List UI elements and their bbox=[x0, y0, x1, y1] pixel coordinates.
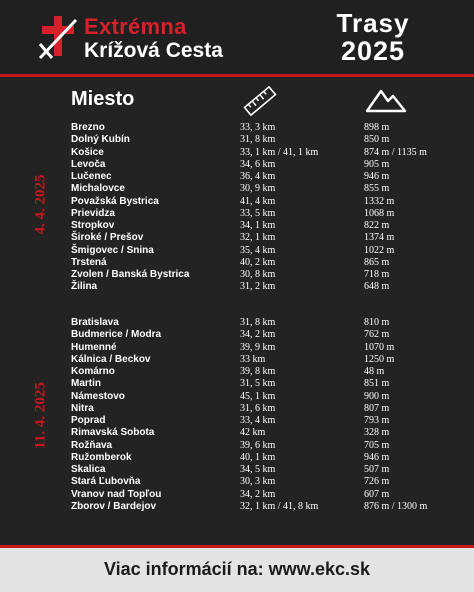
route-distance: 31, 6 km bbox=[240, 402, 276, 414]
route-elevation: 507 m bbox=[364, 464, 390, 475]
route-place: Budmerice / Modra bbox=[71, 329, 162, 341]
route-row bbox=[0, 391, 474, 403]
page-title: Trasy bbox=[336, 8, 410, 38]
brand-name-line1: Extrémna bbox=[84, 14, 187, 39]
route-row bbox=[0, 403, 474, 415]
route-row bbox=[0, 464, 474, 476]
date-label-second: 11. 4. 2025 bbox=[32, 382, 49, 449]
route-elevation: 900 m bbox=[364, 390, 390, 402]
route-row bbox=[0, 208, 474, 220]
route-elevation: 1374 m bbox=[364, 232, 395, 244]
route-distance: 36, 4 km bbox=[240, 171, 276, 182]
route-elevation: 874 m / 1135 m bbox=[364, 146, 427, 158]
route-distance: 40, 2 km bbox=[240, 256, 276, 268]
route-elevation: 705 m bbox=[364, 439, 390, 451]
route-elevation: 48 m bbox=[364, 366, 385, 377]
route-distance: 34, 6 km bbox=[240, 158, 276, 170]
route-place: Martin bbox=[71, 378, 101, 390]
route-place: Nitra bbox=[71, 402, 94, 414]
cross-logo-icon bbox=[38, 14, 78, 60]
route-row bbox=[0, 232, 474, 244]
route-elevation: 726 m bbox=[364, 476, 390, 488]
route-distance: 39, 6 km bbox=[240, 439, 276, 451]
route-place: Michalovce bbox=[71, 183, 125, 195]
route-distance: 34, 2 km bbox=[240, 488, 276, 500]
route-distance: 32, 1 km / 41, 8 km bbox=[240, 500, 319, 512]
route-distance: 30, 3 km bbox=[240, 476, 276, 488]
route-place: Poprad bbox=[71, 415, 106, 426]
route-row bbox=[0, 329, 474, 341]
route-elevation: 850 m bbox=[364, 134, 390, 146]
ruler-icon bbox=[243, 86, 277, 116]
route-place: Levoča bbox=[71, 158, 106, 170]
route-distance: 33 km bbox=[240, 353, 266, 365]
route-elevation: 807 m bbox=[364, 402, 390, 414]
mountain-icon bbox=[365, 87, 407, 113]
route-distance: 33, 4 km bbox=[240, 415, 276, 426]
route-distance: 39, 9 km bbox=[240, 341, 276, 353]
route-row bbox=[0, 378, 474, 390]
route-row bbox=[0, 122, 474, 134]
route-elevation: 1068 m bbox=[364, 207, 395, 219]
route-elevation: 946 m bbox=[364, 451, 390, 463]
route-row bbox=[0, 489, 474, 501]
route-row bbox=[0, 171, 474, 183]
route-row bbox=[0, 440, 474, 452]
route-row bbox=[0, 366, 474, 378]
route-place: Stará Ľubovňa bbox=[71, 476, 141, 488]
route-row bbox=[0, 501, 474, 513]
route-place: Zvolen / Banská Bystrica bbox=[71, 269, 190, 280]
route-elevation: 865 m bbox=[364, 256, 390, 268]
route-distance: 33, 5 km bbox=[240, 207, 276, 219]
route-distance: 31, 8 km bbox=[240, 317, 276, 328]
route-row bbox=[0, 245, 474, 257]
route-row bbox=[0, 342, 474, 354]
route-place: Brezno bbox=[71, 122, 105, 133]
route-distance: 31, 5 km bbox=[240, 378, 276, 390]
route-place: Kálnica / Beckov bbox=[71, 353, 151, 365]
route-distance: 35, 4 km bbox=[240, 244, 276, 256]
route-place: Komárno bbox=[71, 366, 115, 377]
route-place: Prievidza bbox=[71, 207, 115, 219]
route-row bbox=[0, 317, 474, 329]
route-elevation: 898 m bbox=[364, 122, 390, 133]
route-elevation: 762 m bbox=[364, 329, 390, 341]
route-row bbox=[0, 220, 474, 232]
route-place: Lučenec bbox=[71, 171, 112, 182]
route-distance: 34, 2 km bbox=[240, 329, 276, 341]
route-row bbox=[0, 452, 474, 464]
route-distance: 42 km bbox=[240, 427, 266, 439]
route-row bbox=[0, 281, 474, 293]
route-row bbox=[0, 476, 474, 488]
route-distance: 45, 1 km bbox=[240, 390, 276, 402]
route-distance: 41, 4 km bbox=[240, 195, 276, 207]
route-row bbox=[0, 354, 474, 366]
route-place: Trstená bbox=[71, 256, 107, 268]
route-place: Košice bbox=[71, 146, 104, 158]
header-bar bbox=[0, 0, 474, 74]
route-row bbox=[0, 269, 474, 281]
route-place: Stropkov bbox=[71, 220, 115, 231]
route-distance: 30, 8 km bbox=[240, 269, 276, 280]
route-elevation: 876 m / 1300 m bbox=[364, 500, 428, 512]
route-elevation: 822 m bbox=[364, 220, 390, 231]
route-place: Humenné bbox=[71, 341, 117, 353]
route-group-second bbox=[0, 317, 474, 513]
brand-name-line2: Krížová Cesta bbox=[84, 39, 223, 62]
route-elevation: 328 m bbox=[364, 427, 390, 439]
route-elevation: 810 m bbox=[364, 317, 390, 328]
route-row bbox=[0, 415, 474, 427]
route-elevation: 1250 m bbox=[364, 353, 395, 365]
route-elevation: 905 m bbox=[364, 158, 390, 170]
route-elevation: 718 m bbox=[364, 269, 390, 280]
route-place: Skalica bbox=[71, 464, 106, 475]
route-elevation: 1070 m bbox=[364, 341, 395, 353]
route-row bbox=[0, 134, 474, 146]
route-place: Bratislava bbox=[71, 317, 119, 328]
route-elevation: 1332 m bbox=[364, 195, 395, 207]
route-elevation: 946 m bbox=[364, 171, 390, 182]
route-elevation: 607 m bbox=[364, 488, 390, 500]
route-place: Ružomberok bbox=[71, 451, 132, 463]
route-elevation: 855 m bbox=[364, 183, 390, 195]
route-row bbox=[0, 427, 474, 439]
route-distance: 33, 1 km / 41, 1 km bbox=[240, 146, 319, 158]
route-distance: 39, 8 km bbox=[240, 366, 276, 377]
route-place: Rožňava bbox=[71, 439, 113, 451]
route-place: Široké / Prešov bbox=[71, 232, 144, 244]
route-group-first bbox=[0, 122, 474, 294]
route-row bbox=[0, 159, 474, 171]
route-place: Námestovo bbox=[71, 390, 125, 402]
route-row bbox=[0, 257, 474, 269]
route-elevation: 851 m bbox=[364, 378, 390, 390]
route-distance: 31, 8 km bbox=[240, 134, 276, 146]
date-label-first: 4. 4. 2025 bbox=[32, 174, 49, 235]
route-distance: 30, 9 km bbox=[240, 183, 276, 195]
divider-top bbox=[0, 74, 474, 77]
route-place: Vranov nad Topľou bbox=[71, 488, 162, 500]
route-elevation: 1022 m bbox=[364, 244, 395, 256]
route-place: Považská Bystrica bbox=[71, 195, 159, 207]
route-distance: 34, 1 km bbox=[240, 220, 276, 231]
route-distance: 34, 5 km bbox=[240, 464, 276, 475]
route-place: Šmigovec / Snina bbox=[71, 244, 154, 256]
place-column-header: Miesto bbox=[71, 88, 135, 110]
page-year: 2025 bbox=[340, 36, 406, 66]
route-place: Zborov / Bardejov bbox=[71, 500, 157, 512]
route-row bbox=[0, 147, 474, 159]
route-place: Žilina bbox=[71, 281, 98, 293]
route-distance: 40, 1 km bbox=[240, 451, 276, 463]
route-row bbox=[0, 196, 474, 208]
route-row bbox=[0, 183, 474, 195]
route-distance: 32, 1 km bbox=[240, 232, 276, 244]
route-place: Dolný Kubín bbox=[71, 134, 130, 146]
route-distance: 31, 2 km bbox=[240, 281, 276, 293]
route-place: Rimavská Sobota bbox=[71, 427, 155, 439]
route-distance: 33, 3 km bbox=[240, 122, 276, 133]
route-elevation: 793 m bbox=[364, 415, 390, 426]
route-elevation: 648 m bbox=[364, 281, 390, 293]
footer-info-link[interactable]: Viac informácií na: www.ekc.sk bbox=[0, 548, 474, 592]
